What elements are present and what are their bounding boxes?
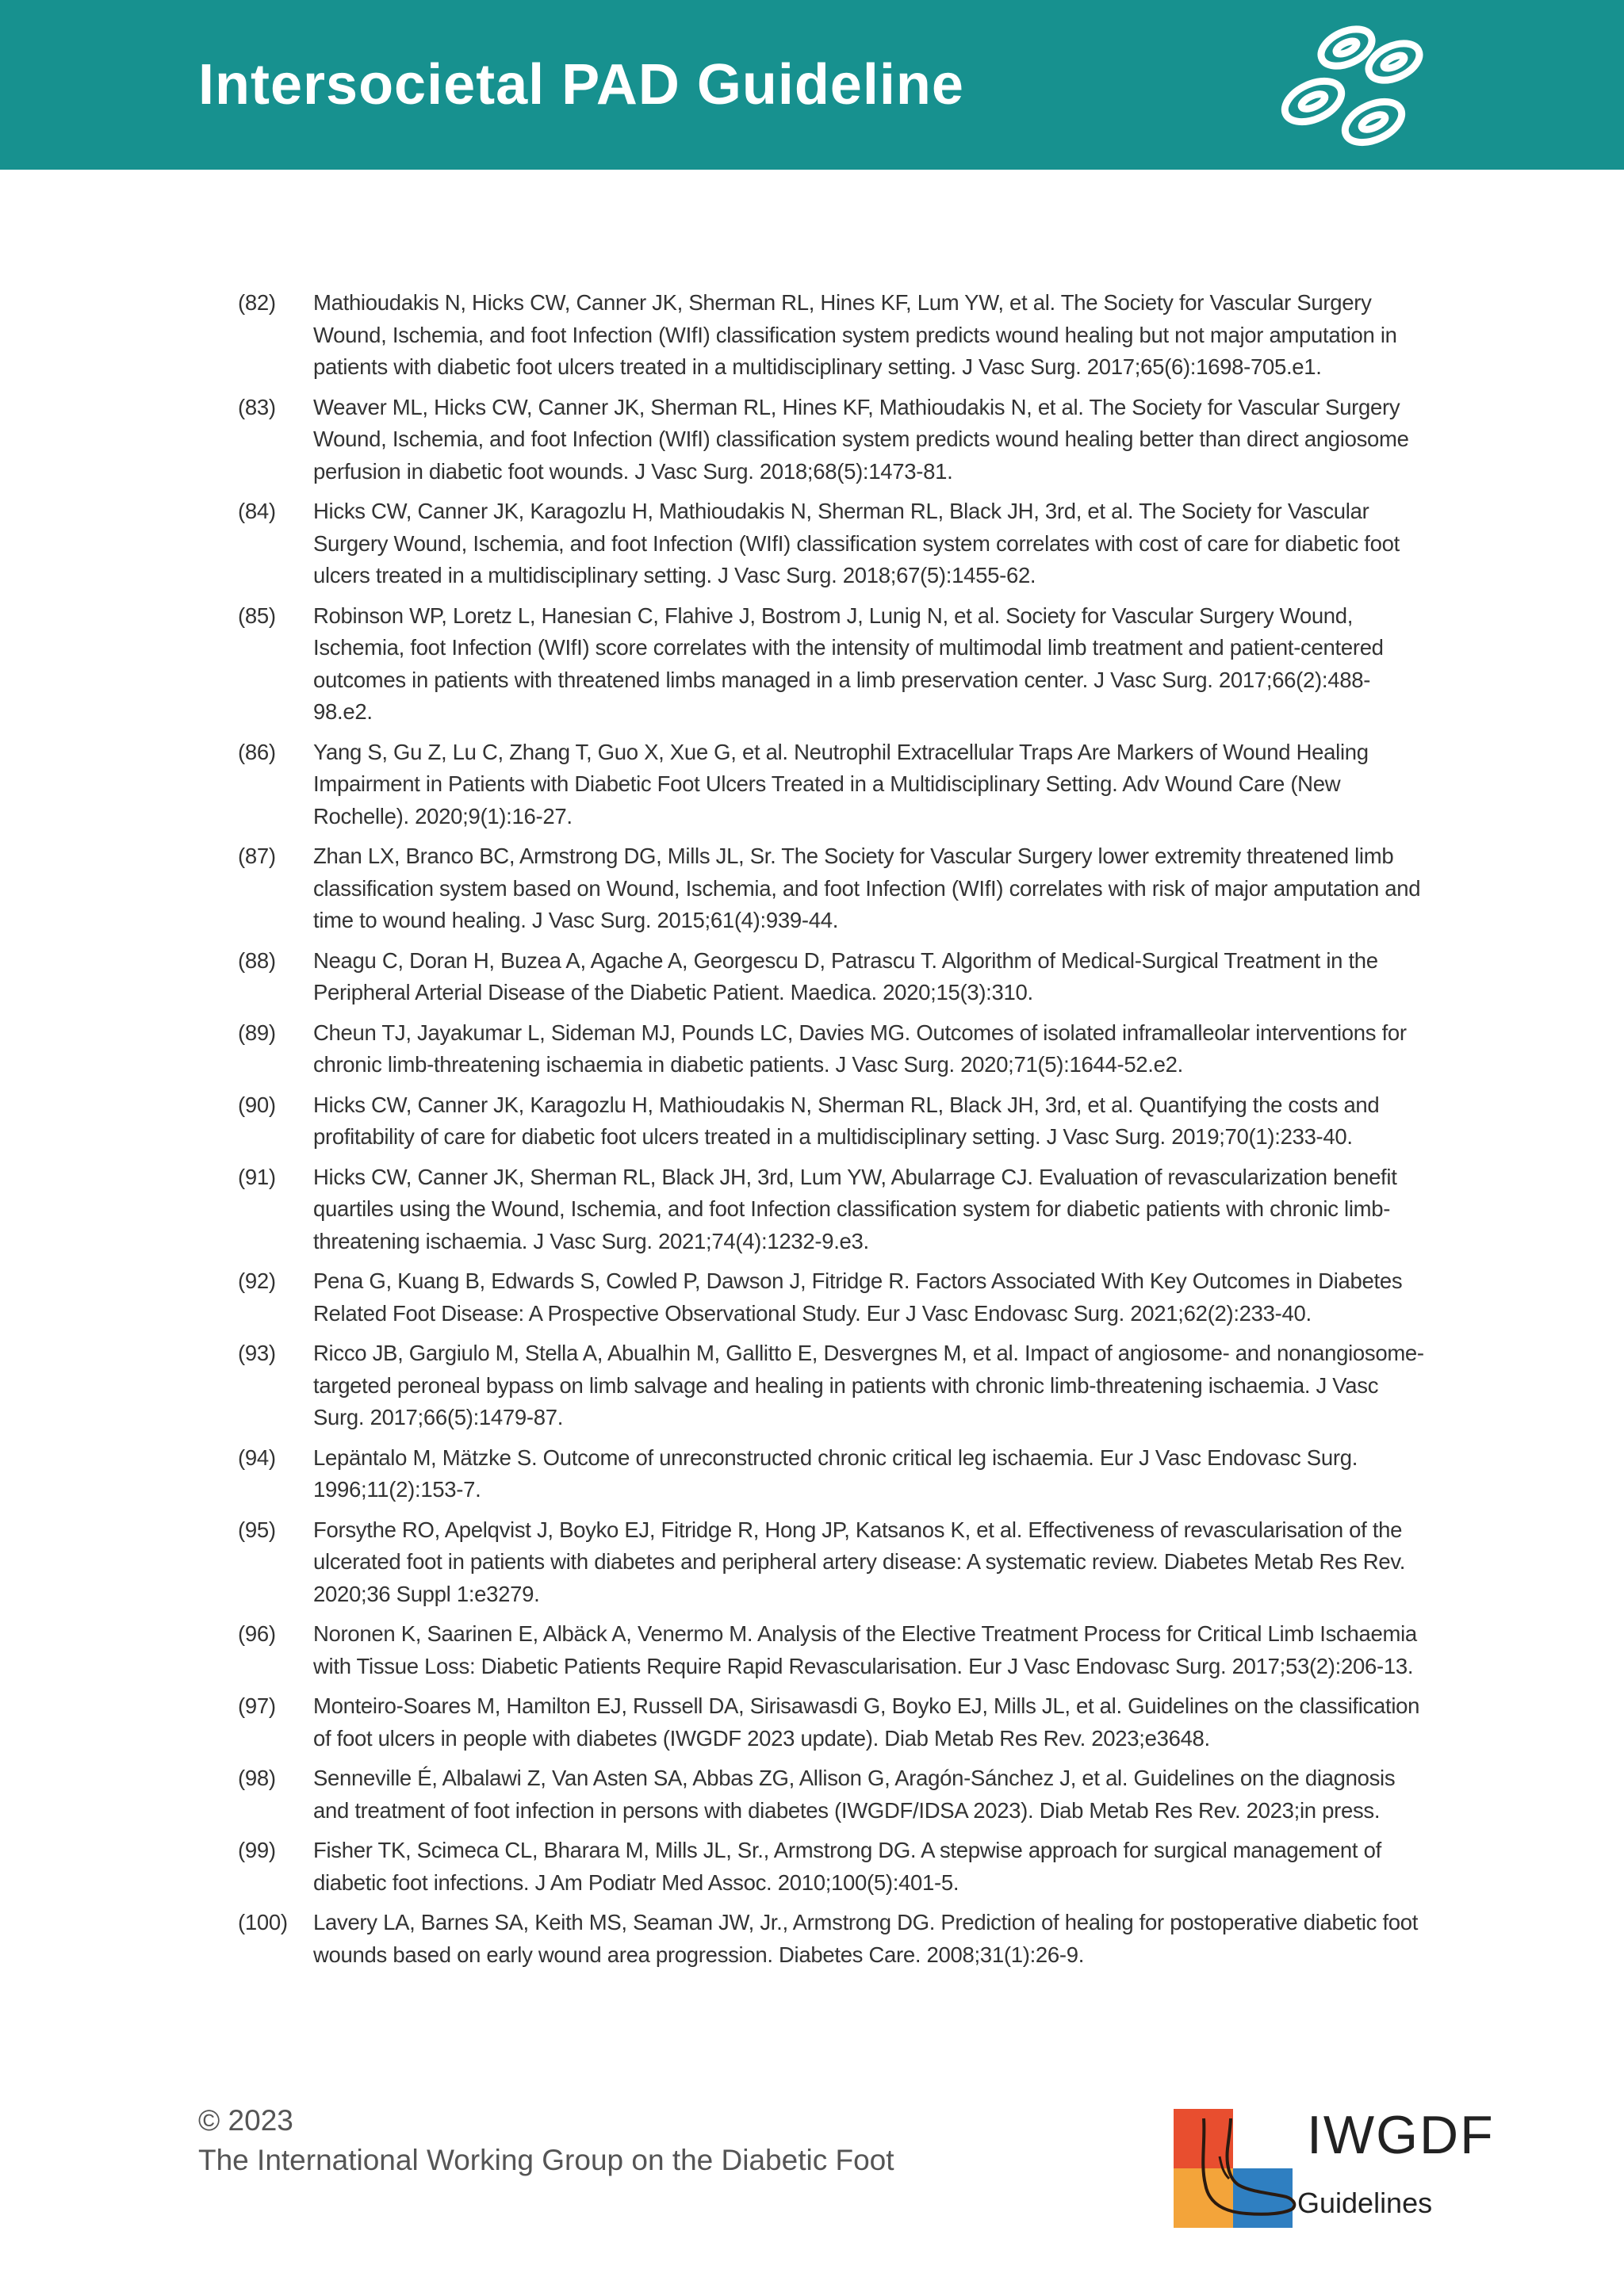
reference-item (238, 1017, 1427, 1081)
reference-item (238, 1161, 1427, 1258)
reference-number: (97) (238, 1693, 276, 1718)
reference-item (238, 1089, 1427, 1154)
page-title: Intersocietal PAD Guideline (198, 53, 964, 117)
reference-number: (91) (238, 1164, 276, 1189)
reference-text: Forsythe RO, Apelqvist J, Boyko EJ, Fitridge R, Hong JP, Katsanos K, et al. Effectiveness of revascularisation of the ulcerated foot in patients with diabetes and peripheral artery disease: A systematic review. Diabetes Metab Res Rev. 2020;36 Suppl 1:e3279. (313, 1517, 1406, 1606)
reference-text: Neagu C, Doran H, Buzea A, Agache A, Georgescu D, Patrascu T. Algorithm of Medical-Surgical Treatment in the Peripheral Arterial Disease of the Diabetic Patient. Maedica. 2020;15(3):310. (313, 947, 1378, 1004)
reference-text: Yang S, Gu Z, Lu C, Zhang T, Guo X, Xue G, et al. Neutrophil Extracellular Traps Are Markers of Wound Healing Impairment in Patients with Diabetic Foot Ulcers Treated in a Multidisciplinary Setting. Adv Wound Care (New Rochelle). 2020;9(1):16-27. (313, 739, 1369, 828)
red-blood-cells-icon (1269, 16, 1435, 159)
reference-item (238, 392, 1427, 488)
reference-number: (89) (238, 1020, 276, 1045)
reference-item (238, 496, 1427, 592)
reference-item (238, 287, 1427, 384)
reference-text: Mathioudakis N, Hicks CW, Canner JK, Sherman RL, Hines KF, Lum YW, et al. The Society for Vascular Surgery Wound, Ischemia, and foot Infection (WIfI) classification system predicts wound healing but not major amputation in patients with diabetic foot ulcers treated in a multidisciplinary setting. J Vasc Surg. 2017;65(6):1698-705.e1. (313, 290, 1397, 379)
reference-text: Monteiro-Soares M, Hamilton EJ, Russell DA, Sirisawasdi G, Boyko EJ, Mills JL, et al. Guidelines on the classification of foot ulcers in people with diabetes (IWGDF 2023 update). Diab Metab Res Rev. 2023;e3648. (313, 1693, 1420, 1751)
reference-number: (82) (238, 290, 276, 315)
page-header (0, 0, 1624, 170)
logo-title: IWGDF (1307, 2105, 1495, 2165)
reference-number: (86) (238, 739, 276, 764)
reference-text: Hicks CW, Canner JK, Karagozlu H, Mathioudakis N, Sherman RL, Black JH, 3rd, et al. Quantifying the costs and profitability of care for diabetic foot ulcers treated in a multidisciplinary setting. J Vasc Surg. 2019;70(1):233-40. (313, 1092, 1380, 1149)
reference-item (238, 1337, 1427, 1434)
reference-number: (84) (238, 499, 276, 523)
reference-number: (92) (238, 1269, 276, 1293)
reference-text: Lepäntalo M, Mätzke S. Outcome of unreconstructed chronic critical leg ischaemia. Eur J Vasc Endovasc Surg. 1996;11(2):153-7. (313, 1445, 1358, 1502)
reference-text: Weaver ML, Hicks CW, Canner JK, Sherman RL, Hines KF, Mathioudakis N, et al. The Society for Vascular Surgery Wound, Ischemia, and foot Infection (WIfI) classification system predicts wound healing better than direct angiosome perfusion in diabetic foot wounds. J Vasc Surg. 2018;68(5):1473-81. (313, 394, 1409, 484)
reference-number: (99) (238, 1838, 276, 1862)
reference-number: (93) (238, 1341, 276, 1365)
reference-number: (88) (238, 947, 276, 973)
reference-text: Cheun TJ, Jayakumar L, Sideman MJ, Pounds LC, Davies MG. Outcomes of isolated inframalleolar interventions for chronic limb-threatening ischaemia in diabetic patients. J Vasc Surg. 2020;71(5):1644-52.e2. (313, 1020, 1407, 1077)
reference-number: (87) (238, 844, 276, 868)
reference-text: Ricco JB, Gargiulo M, Stella A, Abualhin M, Gallitto E, Desvergnes M, et al. Impact of angiosome- and nonangiosome-targeted peroneal bypass on limb salvage and healing in patients with chronic limb-threatening ischaemia. J Vasc Surg. 2017;66(5):1479-87. (313, 1341, 1424, 1429)
reference-item (238, 737, 1427, 833)
reference-number: (83) (238, 394, 276, 419)
reference-number: (96) (238, 1621, 276, 1646)
reference-item (238, 1762, 1427, 1827)
iwgdf-logo (1174, 2105, 1495, 2228)
reference-number: (90) (238, 1092, 276, 1117)
reference-text: Fisher TK, Scimeca CL, Bharara M, Mills JL, Sr., Armstrong DG. A stepwise approach for surgical management of diabetic foot infections. J Am Podiatr Med Assoc. 2010;100(5):401-5. (313, 1838, 1381, 1895)
reference-text: Lavery LA, Barnes SA, Keith MS, Seaman JW, Jr., Armstrong DG. Prediction of healing for postoperative diabetic foot wounds based on early wound area progression. Diabetes Care. 2008;31(1):26-9. (313, 1910, 1419, 1967)
reference-number: (98) (238, 1766, 276, 1790)
reference-item (238, 1265, 1427, 1330)
reference-item (238, 1442, 1427, 1506)
logo-subtitle: Guidelines (1297, 2187, 1433, 2219)
reference-text: Robinson WP, Loretz L, Hanesian C, Flahive J, Bostrom J, Lunig N, et al. Society for Vascular Surgery Wound, Ischemia, foot Infection (WIfI) score correlates with the intensity of multimodal limb treatment and patient-centered outcomes in patients with threatened limbs managed in a limb preservation center. J Vasc Surg. 2017;66(2):488-98.e2. (313, 603, 1384, 724)
reference-item (238, 1907, 1427, 1971)
reference-list (238, 287, 1427, 1979)
reference-item (238, 1835, 1427, 1899)
reference-item (238, 600, 1427, 729)
reference-number: (85) (238, 603, 276, 628)
reference-item (238, 1690, 1427, 1755)
reference-item (238, 945, 1427, 1009)
reference-text: Noronen K, Saarinen E, Albäck A, Venermo M. Analysis of the Elective Treatment Process for Critical Limb Ischaemia with Tissue Loss: Diabetic Patients Require Rapid Revascularisation. Eur J Vasc Endovasc Surg. 2017;53(2):206-13. (313, 1621, 1417, 1678)
reference-item (238, 1514, 1427, 1611)
reference-text: Hicks CW, Canner JK, Karagozlu H, Mathioudakis N, Sherman RL, Black JH, 3rd, et al. The Society for Vascular Surgery Wound, Ischemia, and foot Infection (WIfI) classification system correlates with cost of care for diabetic foot ulcers treated in a multidisciplinary setting. J Vasc Surg. 2018;67(5):1455-62. (313, 499, 1400, 587)
reference-text: Zhan LX, Branco BC, Armstrong DG, Mills JL, Sr. The Society for Vascular Surgery lower extremity threatened limb classification system based on Wound, Ischemia, and foot Infection (WIfI) correlates with risk of major amputation and time to wound healing. J Vasc Surg. 2015;61(4):939-44. (313, 844, 1421, 932)
foot-outline-icon (1174, 2109, 1308, 2228)
reference-text: Senneville É, Albalawi Z, Van Asten SA, Abbas ZG, Allison G, Aragón-Sánchez J, et al. Guidelines on the diagnosis and treatment of foot infection in persons with diabetes (IWGDF/IDSA 2023). Diab Metab Res Rev. 2023;in press. (313, 1766, 1396, 1823)
organization-name: The International Working Group on the Diabetic Foot (198, 2144, 894, 2176)
reference-number: (95) (238, 1517, 276, 1542)
copyright-text: © 2023 (198, 2104, 293, 2137)
reference-item (238, 1618, 1427, 1682)
reference-number: (94) (238, 1445, 276, 1470)
reference-number: (100) (238, 1910, 288, 1934)
reference-text: Pena G, Kuang B, Edwards S, Cowled P, Dawson J, Fitridge R. Factors Associated With Key Outcomes in Diabetes Related Foot Disease: A Prospective Observational Study. Eur J Vasc Endovasc Surg. 2021;62(2):233-40. (313, 1269, 1403, 1326)
reference-text: Hicks CW, Canner JK, Sherman RL, Black JH, 3rd, Lum YW, Abularrage CJ. Evaluation of revascularization benefit quartiles using the Wound, Ischemia, and foot Infection classification system for diabetic patients with chronic limb-threatening ischaemia. J Vasc Surg. 2021;74(4):1232-9.e3. (313, 1164, 1397, 1253)
reference-item (238, 840, 1427, 937)
